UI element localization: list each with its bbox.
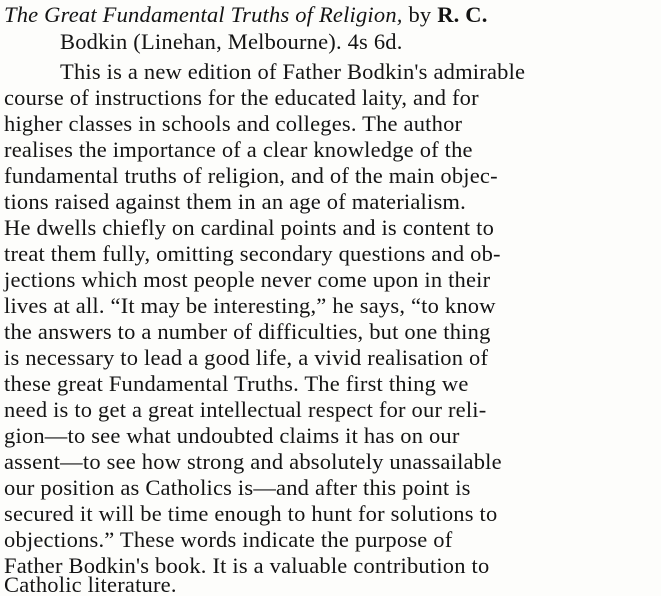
headline-line — [4, 3, 488, 26]
by-word: by — [402, 2, 438, 27]
body-line-21: Catholic literature. — [4, 572, 177, 597]
author-initials: R. C. — [437, 2, 488, 27]
publication-line: Bodkin (Linehan, Melbourne). 4s 6d. — [60, 29, 403, 54]
body-line-8: treat them fully, omitting secondary questions and ob- — [4, 241, 501, 266]
body-line-1: This is a new edition of Father Bodkin's admirable — [60, 59, 526, 84]
body-line-11: the answers to a number of difficulties, but one thing — [4, 319, 491, 344]
body-line-16: assent—to see how strong and absolutely unassailable — [4, 449, 502, 474]
body-line-14: need is to get a great intellectual respect for our reli- — [4, 397, 487, 422]
body-line-20: Father Bodkin's book. It is a valuable contribution to — [4, 553, 490, 578]
body-line-9: jections which most people never come upon in their — [4, 267, 491, 292]
body-line-17: our position as Catholics is—and after this point is — [4, 475, 471, 500]
body-line-7: He dwells chiefly on cardinal points and is content to — [4, 215, 495, 240]
body-line-2: course of instructions for the educated laity, and for — [4, 85, 479, 110]
body-line-15: gion—to see what undoubted claims it has on our — [4, 423, 460, 448]
body-line-18: secured it will be time enough to hunt for solutions to — [4, 501, 498, 526]
body-line-5: fundamental truths of religion, and of the main objec- — [4, 163, 498, 188]
body-line-12: is necessary to lead a good life, a vivid realisation of — [4, 345, 489, 370]
body-line-3: higher classes in schools and colleges. The author — [4, 111, 463, 136]
book-title: The Great Fundamental Truths of Religion, — [4, 2, 403, 27]
body-line-19: objections.” These words indicate the purpose of — [4, 527, 453, 552]
body-line-6: tions raised against them in an age of materialism. — [4, 189, 466, 214]
body-line-4: realises the importance of a clear knowledge of the — [4, 137, 473, 162]
body-line-13: these great Fundamental Truths. The first thing we — [4, 371, 469, 396]
body-line-10: lives at all. “It may be interesting,” he says, “to know — [4, 293, 496, 318]
